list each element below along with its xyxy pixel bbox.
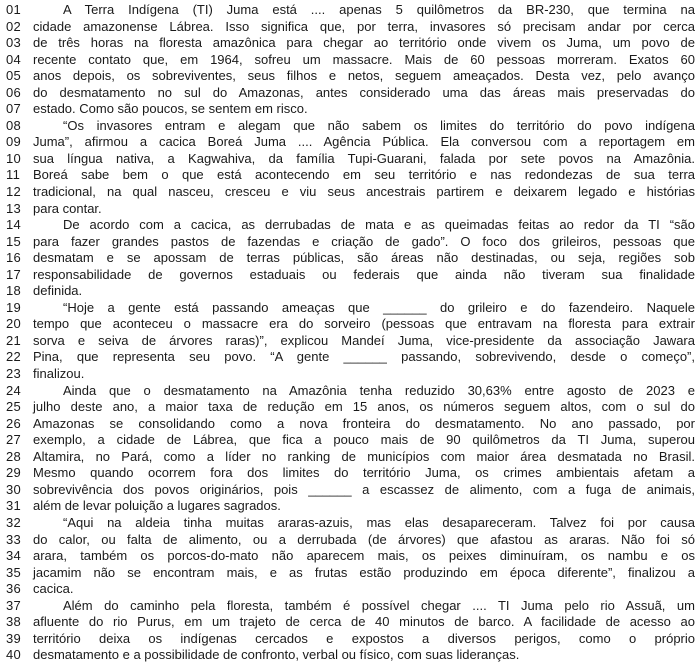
line-text: território deixa os indígenas cercados e expostos a diversos perigos, como o próprio xyxy=(33,630,695,646)
line-number: 28 xyxy=(6,448,22,464)
line-text: sobrevivência dos povos originários, pois ______ a escassez de alimento, com a fuga de animais, xyxy=(33,481,695,497)
line-text: Boreá sabe bem o que está acontecendo em seu território e nas redondezas de sua terra xyxy=(33,167,695,183)
passage-line xyxy=(6,234,695,251)
passage-line xyxy=(6,52,695,69)
line-number: 21 xyxy=(6,332,22,348)
line-number: 29 xyxy=(6,465,22,481)
line-text: sua língua nativa, a Kagwahiva, da família Tupi-Guarani, falada por sete povos na Amazônia. xyxy=(33,150,695,166)
line-number: 07 xyxy=(6,101,22,117)
line-text: arara, também os porcos-do-mato não aparecem mais, os peixes diminuíram, os nambu e os xyxy=(33,548,695,564)
line-text: Mesmo quando ocorrem fora dos limites do território Juma, os crimes ambientais afetam a xyxy=(33,465,695,481)
reading-passage xyxy=(6,2,695,664)
line-text: anos depois, os sobreviventes, seus filhos e netos, seguem ameaçados. Desta vez, pelo avanço xyxy=(33,68,695,84)
line-number: 02 xyxy=(6,18,22,34)
line-number: 34 xyxy=(6,548,22,564)
line-text: Juma”, afirmou a cacica Boreá Juma .... Agência Pública. Ela conversou com a reportagem em xyxy=(33,134,695,150)
line-number: 23 xyxy=(6,366,22,382)
passage-line xyxy=(6,134,695,151)
passage-line xyxy=(6,68,695,85)
line-text: estado. Como são poucos, se sentem em risco. xyxy=(33,101,308,117)
line-text: jacamim não se encontram mais, e as frutas estão produzindo em época diferente”, finalizou a xyxy=(33,564,695,580)
line-number: 30 xyxy=(6,481,22,497)
line-number: 22 xyxy=(6,349,22,365)
passage-line xyxy=(6,631,695,648)
line-text: recente contato que, em 1964, sofreu um massacre. Mais de 60 pessoas morreram. Exatos 60 xyxy=(33,51,695,67)
line-number: 05 xyxy=(6,68,22,84)
line-number: 20 xyxy=(6,316,22,332)
passage-line xyxy=(6,548,695,565)
line-number: 33 xyxy=(6,531,22,547)
line-text: do calor, ou falta de alimento, ou a derrubada (de árvores) que afastou as araras. Não foi só xyxy=(33,531,695,547)
line-number: 13 xyxy=(6,200,22,216)
passage-line xyxy=(6,35,695,52)
line-number: 11 xyxy=(6,167,21,183)
line-number: 24 xyxy=(6,382,22,398)
passage-line xyxy=(6,300,695,317)
line-text: para contar. xyxy=(33,200,102,216)
line-number: 10 xyxy=(6,150,22,166)
line-number: 03 xyxy=(6,35,22,51)
passage-line xyxy=(6,267,695,284)
line-text: julho deste ano, a maior taxa de redução em 15 anos, os números seguem altos, com o sul do xyxy=(33,399,695,415)
passage-line xyxy=(6,449,695,466)
line-text: cacica. xyxy=(33,581,74,597)
passage-line xyxy=(6,383,695,400)
line-text: “Hoje a gente está passando ameaças que ______ do grileiro e do fazendeiro. Naquele xyxy=(63,299,695,315)
line-text: “Aqui na aldeia tinha muitas araras-azuis, mas elas desapareceram. Talvez foi por causa xyxy=(63,514,695,530)
passage-line xyxy=(6,19,695,36)
passage-line xyxy=(6,118,695,135)
line-number: 06 xyxy=(6,84,22,100)
passage-line xyxy=(6,333,695,350)
line-text: Além do caminho pela floresta, também é possível chegar .... TI Juma pelo rio Assuã, um xyxy=(63,597,695,613)
line-text: desmatam e se apossam de terras públicas, são áreas não destinadas, ou seja, regiões sob xyxy=(33,250,695,266)
line-text: finalizou. xyxy=(33,366,85,382)
line-number: 16 xyxy=(6,250,22,266)
passage-line xyxy=(6,598,695,615)
line-text: sorva e seiva de árvores raras)”, explicou Mandeí Juma, vice-presidente da associação Jawara xyxy=(33,332,695,348)
passage-line xyxy=(6,581,695,598)
passage-line xyxy=(6,366,695,383)
line-text: A Terra Indígena (TI) Juma está .... apenas 5 quilômetros da BR-230, que termina na xyxy=(63,2,695,17)
passage-line xyxy=(6,201,695,218)
line-text: Amazonas se consolidando como a nova fronteira do desmatamento. No ano passado, por xyxy=(33,415,695,431)
passage-line xyxy=(6,482,695,499)
line-text: Ainda que o desmatamento na Amazônia tenha reduzido 30,63% entre agosto de 2023 e xyxy=(63,382,695,398)
line-text: do desmatamento no sul do Amazonas, antes considerado uma das áreas mais preservadas do xyxy=(33,84,695,100)
line-number: 32 xyxy=(6,514,22,530)
line-text: de três horas na floresta amazônica para chegar ao território onde vivem os Juma, um povo de xyxy=(33,35,695,51)
passage-line xyxy=(6,2,695,19)
passage-line xyxy=(6,101,695,118)
line-number: 38 xyxy=(6,614,22,630)
line-number: 18 xyxy=(6,283,22,299)
line-text: além de levar poluição a lugares sagrados. xyxy=(33,498,281,514)
line-number: 31 xyxy=(6,498,22,514)
passage-line xyxy=(6,167,695,184)
line-number: 36 xyxy=(6,581,22,597)
line-number: 25 xyxy=(6,399,22,415)
passage-line xyxy=(6,250,695,267)
line-number: 40 xyxy=(6,647,22,663)
line-number: 35 xyxy=(6,564,22,580)
line-number: 12 xyxy=(6,184,22,200)
passage-line xyxy=(6,532,695,549)
passage-line xyxy=(6,399,695,416)
line-text: definida. xyxy=(33,283,83,299)
passage-line xyxy=(6,515,695,532)
line-text: “Os invasores entram e alegam que não sabem os limites do território do povo indígena xyxy=(63,117,695,133)
line-number: 15 xyxy=(6,233,22,249)
line-text: para fazer grandes pastos de fazendas e criação de gado”. O foco dos grileiros, pessoas que xyxy=(33,233,695,249)
line-text: desmatamento e a possibilidade de confronto, verbal ou físico, com suas lideranças. xyxy=(33,647,520,663)
passage-line xyxy=(6,465,695,482)
line-number: 27 xyxy=(6,432,22,448)
line-text: Pina, que representa seu povo. “A gente ______ passando, sobrevivendo, desde o começo”, xyxy=(33,349,695,365)
line-number: 37 xyxy=(6,597,22,613)
line-text: De acordo com a cacica, as derrubadas de mata e as queimadas feitas ao redor da TI “são xyxy=(63,217,695,233)
line-text: afluente do rio Purus, em um trajeto de cerca de 40 minutos de barco. A facilidade de acesso ao xyxy=(33,614,695,630)
line-number: 17 xyxy=(6,266,22,282)
passage-line xyxy=(6,217,695,234)
passage-line xyxy=(6,647,695,664)
passage-line xyxy=(6,184,695,201)
line-text: tradicional, na qual nasceu, cresceu e viu seus ancestrais partirem e deixarem legado e histórias xyxy=(33,184,695,200)
line-text: exemplo, a cidade de Lábrea, que fica a pouco mais de 90 quilômetros da TI Juma, superou xyxy=(33,432,695,448)
line-text: cidade amazonense Lábrea. Isso significa que, por terra, invasores só precisam andar por cerca xyxy=(33,18,695,34)
line-number: 01 xyxy=(6,2,22,17)
passage-line xyxy=(6,498,695,515)
passage-line xyxy=(6,349,695,366)
passage-line xyxy=(6,565,695,582)
line-number: 09 xyxy=(6,134,22,150)
line-number: 39 xyxy=(6,630,22,646)
passage-line xyxy=(6,316,695,333)
passage-line xyxy=(6,85,695,102)
line-number: 08 xyxy=(6,117,22,133)
passage-line xyxy=(6,614,695,631)
line-text: Altamira, no Pará, como a líder no ranking de municípios com maior área desmatada no Brasil. xyxy=(33,448,695,464)
line-text: responsabilidade de governos estaduais ou federais que ainda não tiveram sua finalidade xyxy=(33,266,695,282)
line-number: 26 xyxy=(6,415,22,431)
passage-line xyxy=(6,432,695,449)
line-number: 04 xyxy=(6,51,22,67)
line-number: 19 xyxy=(6,299,22,315)
line-text: tempo que aconteceu o massacre era do sorveiro (pessoas que entravam na floresta para extrair xyxy=(33,316,695,332)
passage-line xyxy=(6,416,695,433)
passage-line xyxy=(6,151,695,168)
line-number: 14 xyxy=(6,217,22,233)
passage-line xyxy=(6,283,695,300)
